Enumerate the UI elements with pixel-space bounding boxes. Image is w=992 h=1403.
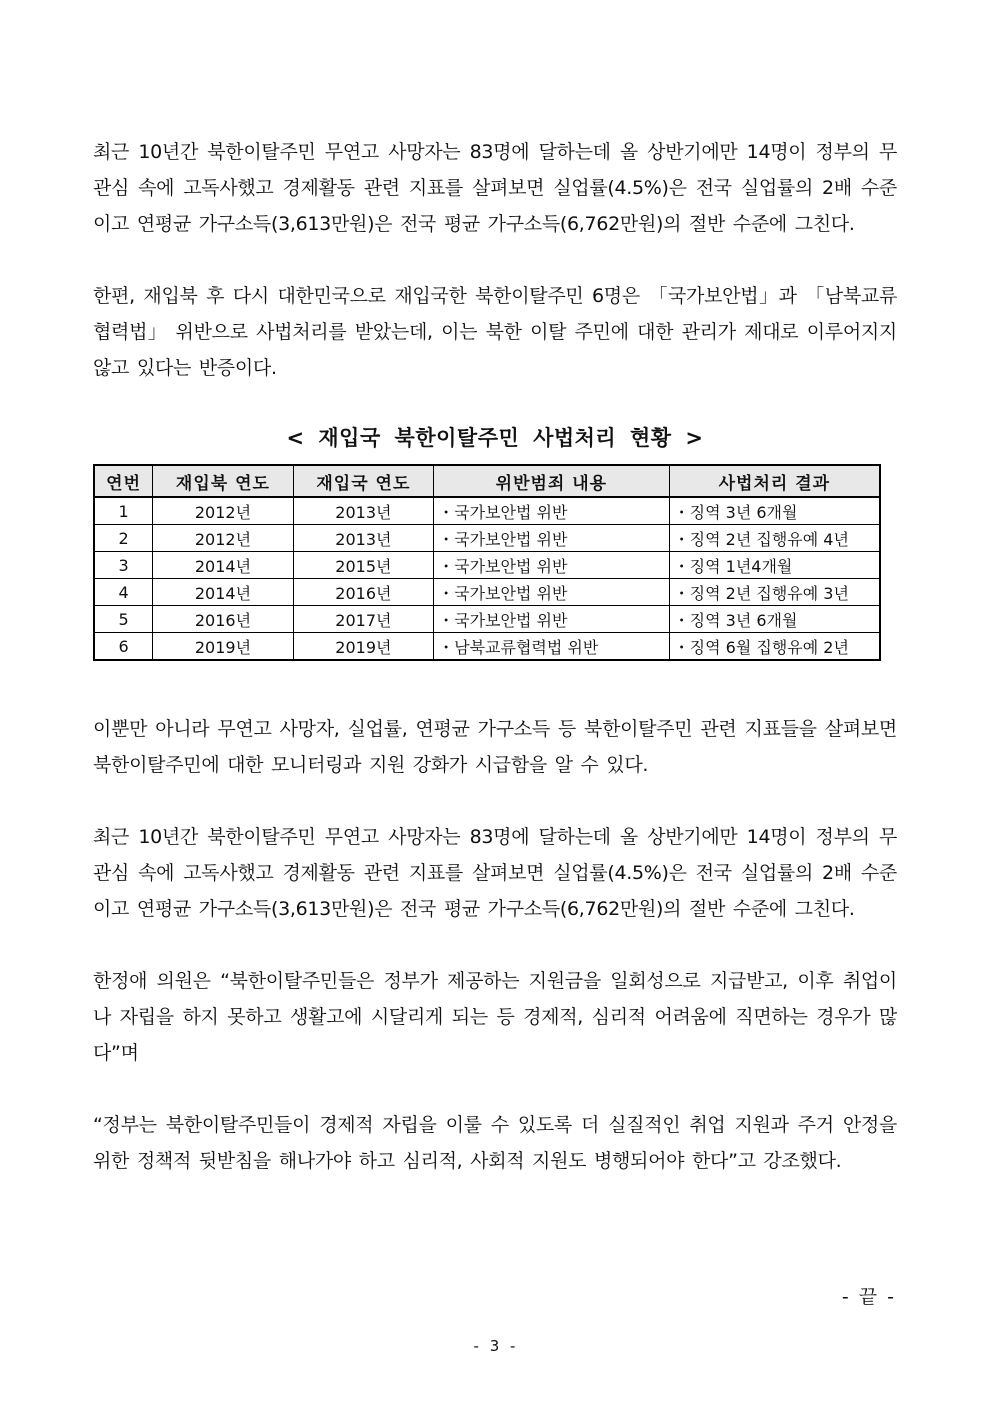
header-cell-violation: 위반범죄 내용 [434, 465, 670, 497]
cell-return-north-year: 2014년 [153, 552, 293, 579]
cell-no: 1 [94, 497, 153, 525]
cell-violation: ・국가보안법 위반 [434, 606, 670, 633]
header-cell-no: 연번 [94, 465, 153, 497]
cell-return-north-year: 2012년 [153, 525, 293, 552]
header-cell-return-north-year: 재입북 연도 [153, 465, 293, 497]
page-number: - 3 - [473, 1337, 519, 1355]
cell-reentry-year: 2019년 [293, 633, 433, 661]
cell-return-north-year: 2012년 [153, 497, 293, 525]
cell-no: 3 [94, 552, 153, 579]
paragraph: 최근 10년간 북한이탈주민 무연고 사망자는 83명에 달하는데 올 상반기에만 14명이 정부의 무관심 속에 고독사했고 경제활동 관련 지표를 살펴보면 실업률(4.5%)은 전국 실업률의 2배 수준이고 연평균 가구소득(3,613만원)은 전국 평균 가구소득(6,762만원)의 절반 수준에 그친다. [93, 141, 897, 235]
cell-violation: ・남북교류협력법 위반 [434, 633, 670, 661]
cell-reentry-year: 2013년 [293, 497, 433, 525]
table-row [94, 497, 880, 525]
paragraph: “정부는 북한이탈주민들이 경제적 자립을 이룰 수 있도록 더 실질적인 취업 지원과 주거 안정을 위한 정책적 뒷받침을 해나가야 하고 심리적, 사회적 지원도 병행되어야 한다”고 강조했다. [93, 1114, 897, 1172]
table-row [94, 606, 880, 633]
header-cell-reentry-year: 재입국 연도 [293, 465, 433, 497]
cell-reentry-year: 2017년 [293, 606, 433, 633]
cell-judicial-result: ・징역 3년 6개월 [669, 497, 880, 525]
paragraph: 이뿐만 아니라 무연고 사망자, 실업률, 연평균 가구소득 등 북한이탈주민 관련 지표들을 살펴보면 북한이탈주민에 대한 모니터링과 지원 강화가 시급함을 알 수 있다. [93, 718, 897, 776]
cell-violation: ・국가보안법 위반 [434, 552, 670, 579]
cell-no: 2 [94, 525, 153, 552]
cell-violation: ・국가보안법 위반 [434, 579, 670, 606]
cell-judicial-result: ・징역 6월 집행유예 2년 [669, 633, 880, 661]
table-header-row [94, 465, 880, 497]
cell-reentry-year: 2016년 [293, 579, 433, 606]
paragraph: 최근 10년간 북한이탈주민 무연고 사망자는 83명에 달하는데 올 상반기에만 14명이 정부의 무관심 속에 고독사했고 경제활동 관련 지표를 살펴보면 실업률(4.5%)은 전국 실업률의 2배 수준이고 연평균 가구소득(3,613만원)은 전국 평균 가구소득(6,762만원)의 절반 수준에 그친다. [93, 826, 897, 920]
table-row [94, 525, 880, 552]
cell-no: 4 [94, 579, 153, 606]
cell-violation: ・국가보안법 위반 [434, 497, 670, 525]
cell-no: 5 [94, 606, 153, 633]
cell-judicial-result: ・징역 3년 6개월 [669, 606, 880, 633]
table-title: < 재입국 북한이탈주민 사법처리 현황 > [286, 426, 704, 450]
cell-return-north-year: 2019년 [153, 633, 293, 661]
reentry-cases-table [93, 464, 881, 661]
table-row [94, 633, 880, 661]
document-body [93, 134, 897, 1215]
table-row [94, 552, 880, 579]
cell-reentry-year: 2013년 [293, 525, 433, 552]
cell-violation: ・국가보안법 위반 [434, 525, 670, 552]
cell-return-north-year: 2016년 [153, 606, 293, 633]
header-cell-judicial-result: 사법처리 결과 [669, 465, 880, 497]
end-mark: - 끝 - [841, 1286, 896, 1308]
cell-judicial-result: ・징역 2년 집행유예 3년 [669, 579, 880, 606]
cell-judicial-result: ・징역 2년 집행유예 4년 [669, 525, 880, 552]
paragraph: 한정애 의원은 “북한이탈주민들은 정부가 제공하는 지원금을 일회성으로 지급받고, 이후 취업이나 자립을 하지 못하고 생활고에 시달리게 되는 등 경제적, 심리적 어려움에 직면하는 경우가 많다”며 [93, 970, 897, 1064]
cell-judicial-result: ・징역 1년4개월 [669, 552, 880, 579]
cell-no: 6 [94, 633, 153, 661]
paragraph: 한편, 재입북 후 다시 대한민국으로 재입국한 북한이탈주민 6명은 「국가보안법」과 「남북교류협력법」 위반으로 사법처리를 받았는데, 이는 북한 이탈 주민에 대한 관리가 제대로 이루어지지 않고 있다는 반증이다. [93, 285, 897, 379]
table-row [94, 579, 880, 606]
cell-return-north-year: 2014년 [153, 579, 293, 606]
cell-reentry-year: 2015년 [293, 552, 433, 579]
